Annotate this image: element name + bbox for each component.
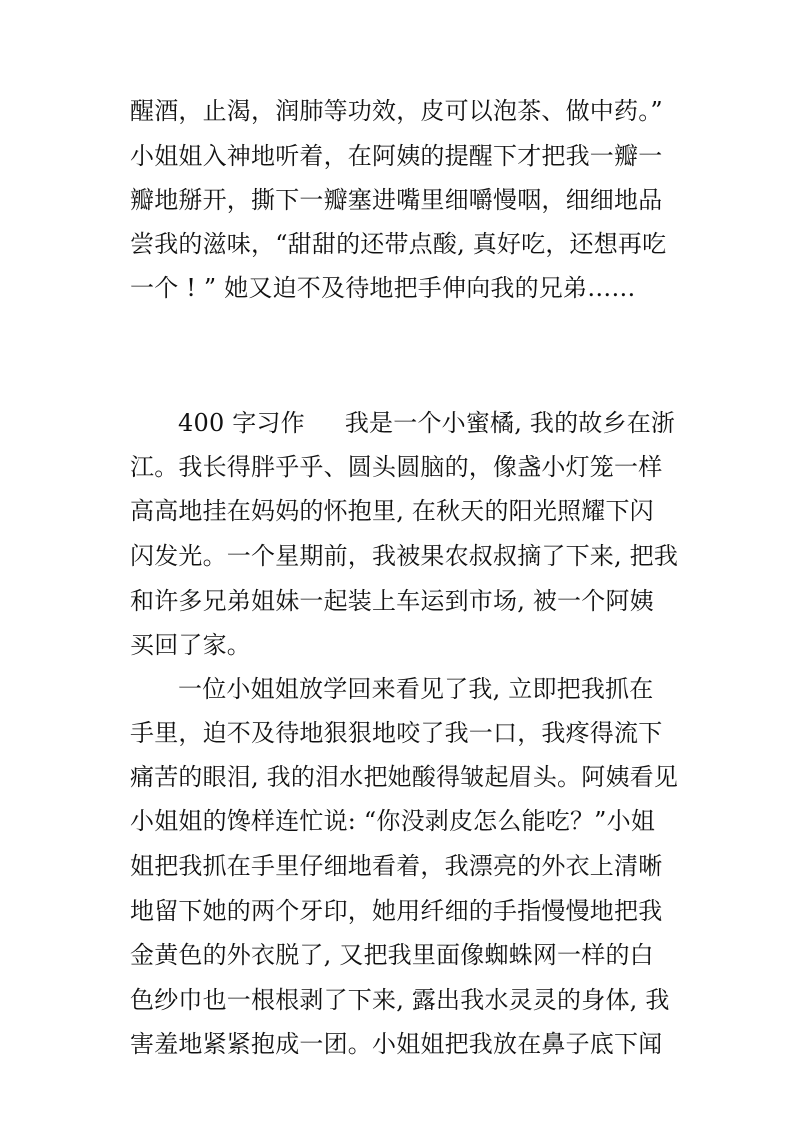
text-line: 小姐姐入神地听着，在阿姨的提醒下才把我一瓣一: [130, 142, 663, 170]
section-heading-line: [178, 408, 675, 438]
text-line: 尝我的滋味，“甜甜的还带点酸, 真好吃，还想再吃: [130, 230, 667, 258]
text-line: 金黄色的外衣脱了, 又把我里面像蜘蛛网一样的白: [130, 941, 654, 969]
text-line: 姐把我抓在手里仔细地看着，我漂亮的外衣上清晰: [130, 852, 663, 880]
text-line: 瓣地掰开，撕下一瓣塞进嘴里细嚼慢咽，细细地品: [130, 186, 663, 214]
text-line: 害羞地紧紧抱成一团。小姐姐把我放在鼻子底下闻: [130, 1030, 663, 1058]
text-line: 地留下她的两个牙印，她用纤细的手指慢慢地把我: [130, 897, 663, 925]
text-line: 一位小姐姐放学回来看见了我, 立即把我抓在: [178, 675, 654, 703]
section-heading: 400 字习作: [178, 409, 305, 437]
text-line: 我是一个小蜜橘, 我的故乡在浙: [344, 409, 676, 437]
text-line: 醒酒，止渴，润肺等功效，皮可以泡茶、做中药。”: [130, 97, 663, 125]
text-line: 江。我长得胖乎乎、圆头圆脑的，像盏小灯笼一样: [130, 453, 663, 481]
text-line: 手里，迫不及待地狠狠地咬了我一口，我疼得流下: [130, 719, 663, 747]
text-line: 闪发光。一个星期前，我被果农叔叔摘了下来, 把我: [130, 542, 679, 570]
text-line: 高高地挂在妈妈的怀抱里, 在秋天的阳光照耀下闪: [130, 497, 654, 525]
text-line: 买回了家。: [130, 631, 251, 659]
text-line: 色纱巾也一根根剥了下来, 露出我水灵灵的身体, 我: [130, 986, 670, 1014]
text-line: 痛苦的眼泪, 我的泪水把她酸得皱起眉头。阿姨看见: [130, 763, 679, 791]
text-line: 小姐姐的馋样连忙说: “你没剥皮怎么能吃？”小姐: [130, 807, 656, 835]
text-line: 和许多兄弟姐妹一起装上车运到市场, 被一个阿姨: [130, 587, 654, 615]
text-line: 一个 ! ” 她又迫不及待地把手伸向我的兄弟……: [130, 274, 636, 302]
